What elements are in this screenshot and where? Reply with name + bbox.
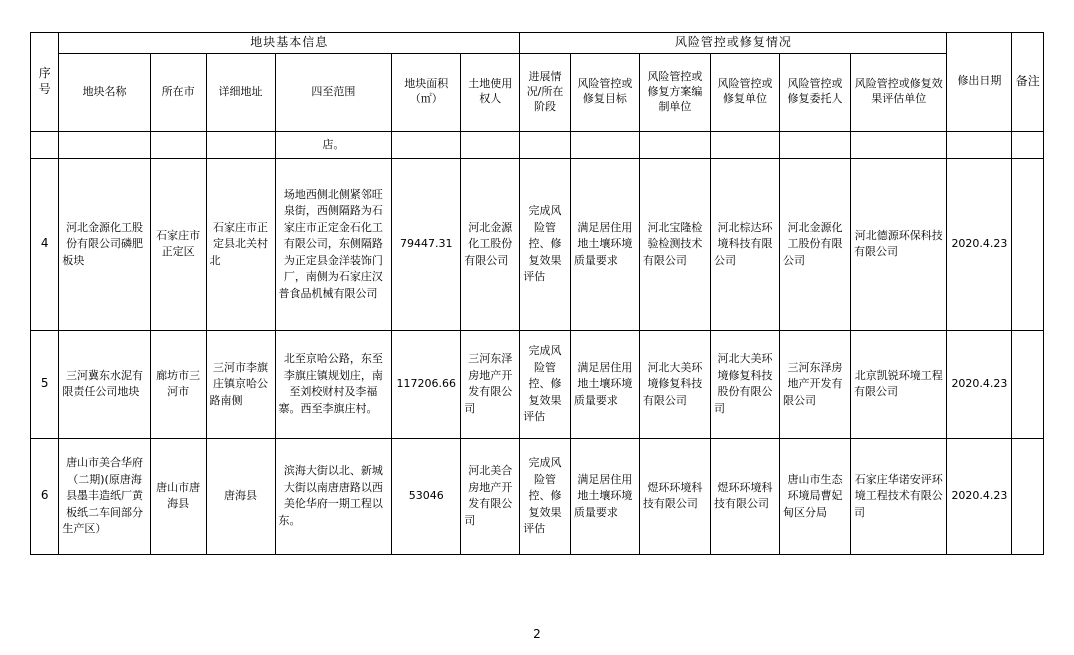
cell-area: 53046 (392, 438, 461, 554)
cell-repair-unit: 煜环环境科技有限公司 (710, 438, 779, 554)
cell-client-cont (779, 131, 850, 158)
cell-eval-unit: 北京凯锐环境工程有限公司 (850, 330, 946, 438)
cell-progress: 完成风险管控、修复效果评估 (520, 438, 571, 554)
table-header (31, 33, 1044, 132)
header-group-risk-control: 风险管控或修复情况 (520, 33, 947, 54)
cell-address-cont (206, 131, 275, 158)
cell-date: 2020.4.23 (947, 330, 1012, 438)
table-row (31, 158, 1044, 330)
cell-repair-unit: 河北大美环境修复科技股份有限公司 (710, 330, 779, 438)
cell-eval-unit: 石家庄华诺安评环境工程技术有限公司 (850, 438, 946, 554)
cell-scope: 北至京哈公路，东至李旗庄镇规划庄，南至刘校财村及李福寨。西至李旗庄村。 (275, 330, 392, 438)
header-note: 备注 (1012, 33, 1044, 132)
cell-parcel-name: 河北金源化工股份有限公司磷肥板块 (59, 158, 150, 330)
cell-goal-cont (570, 131, 639, 158)
table-header-group-row (31, 33, 1044, 54)
land-parcel-table (30, 32, 1044, 555)
header-group-basic-info: 地块基本信息 (59, 33, 520, 54)
cell-area: 117206.66 (392, 330, 461, 438)
table-header-column-row (31, 53, 1044, 131)
cell-client: 河北金源化工股份有限公司 (779, 158, 850, 330)
header-address: 详细地址 (206, 53, 275, 131)
cell-plan-unit: 煜环环境科技有限公司 (639, 438, 710, 554)
cell-scope: 场地西侧北侧紧邻旺泉街，西侧隔路为石家庄市正定金石化工有限公司，东侧隔路为正定县金洋装饰门厂，南侧为石家庄汉普食品机械有限公司 (275, 158, 392, 330)
cell-date-cont (947, 131, 1012, 158)
table-row (31, 438, 1044, 554)
header-goal: 风险管控或修复目标 (570, 53, 639, 131)
header-client: 风险管控或修复委托人 (779, 53, 850, 131)
cell-name-cont (59, 131, 150, 158)
table-row-continued (31, 131, 1044, 158)
cell-city-cont (150, 131, 206, 158)
cell-city: 唐山市唐海县 (150, 438, 206, 554)
cell-note-cont (1012, 131, 1044, 158)
cell-repair-unit: 河北棕达环境科技有限公司 (710, 158, 779, 330)
header-plan-unit: 风险管控或修复方案编制单位 (639, 53, 710, 131)
cell-date: 2020.4.23 (947, 438, 1012, 554)
cell-plan-unit: 河北大美环境修复科技有限公司 (639, 330, 710, 438)
cell-address: 石家庄市正定县北关村北 (206, 158, 275, 330)
cell-seq: 5 (31, 330, 59, 438)
cell-date: 2020.4.23 (947, 158, 1012, 330)
table-body (31, 131, 1044, 554)
header-land-user: 土地使用权人 (461, 53, 520, 131)
header-area: 地块面积（㎡） (392, 53, 461, 131)
cell-client: 唐山市生态环境局曹妃甸区分局 (779, 438, 850, 554)
header-city: 所在市 (150, 53, 206, 131)
cell-note (1012, 330, 1044, 438)
cell-goal: 满足居住用地土壤环境质量要求 (570, 158, 639, 330)
cell-area-cont (392, 131, 461, 158)
header-eval-unit: 风险管控或修复效果评估单位 (850, 53, 946, 131)
cell-city: 廊坊市三河市 (150, 330, 206, 438)
cell-seq-cont (31, 131, 59, 158)
cell-land-user: 河北美合房地产开发有限公司 (461, 438, 520, 554)
header-progress: 进展情况/所在阶段 (520, 53, 571, 131)
header-date: 修出日期 (947, 33, 1012, 132)
cell-plan-unit-cont (639, 131, 710, 158)
cell-note (1012, 158, 1044, 330)
cell-progress-cont (520, 131, 571, 158)
cell-land-user: 三河东泽房地产开发有限公司 (461, 330, 520, 438)
cell-eval-unit: 河北德源环保科技有限公司 (850, 158, 946, 330)
cell-land-user-cont (461, 131, 520, 158)
cell-goal: 满足居住用地土壤环境质量要求 (570, 438, 639, 554)
cell-progress: 完成风险管控、修复效果评估 (520, 158, 571, 330)
header-scope: 四至范围 (275, 53, 392, 131)
header-repair-unit: 风险管控或修复单位 (710, 53, 779, 131)
header-parcel-name: 地块名称 (59, 53, 150, 131)
cell-goal: 满足居住用地土壤环境质量要求 (570, 330, 639, 438)
document-page (30, 32, 1044, 641)
cell-seq: 6 (31, 438, 59, 554)
page-number: 2 (533, 627, 541, 641)
cell-land-user: 河北金源化工股份有限公司 (461, 158, 520, 330)
cell-client: 三河东泽房地产开发有限公司 (779, 330, 850, 438)
cell-progress: 完成风险管控、修复效果评估 (520, 330, 571, 438)
table-row (31, 330, 1044, 438)
cell-area: 79447.31 (392, 158, 461, 330)
cell-parcel-name: 三河冀东水泥有限责任公司地块 (59, 330, 150, 438)
cell-repair-unit-cont (710, 131, 779, 158)
header-seq: 序号 (31, 33, 59, 132)
cell-seq: 4 (31, 158, 59, 330)
cell-scope: 滨海大街以北、新城大街以南唐唐路以西美伦华府一期工程以东。 (275, 438, 392, 554)
cell-address: 唐海县 (206, 438, 275, 554)
cell-parcel-name: 唐山市美合华府（二期)(原唐海县墨丰造纸厂黄板纸二车间部分生产区） (59, 438, 150, 554)
cell-eval-unit-cont (850, 131, 946, 158)
cell-city: 石家庄市正定区 (150, 158, 206, 330)
cell-plan-unit: 河北宝隆检验检测技术有限公司 (639, 158, 710, 330)
cell-note (1012, 438, 1044, 554)
cell-scope-cont: 店。 (275, 131, 392, 158)
cell-address: 三河市李旗庄镇京哈公路南侧 (206, 330, 275, 438)
